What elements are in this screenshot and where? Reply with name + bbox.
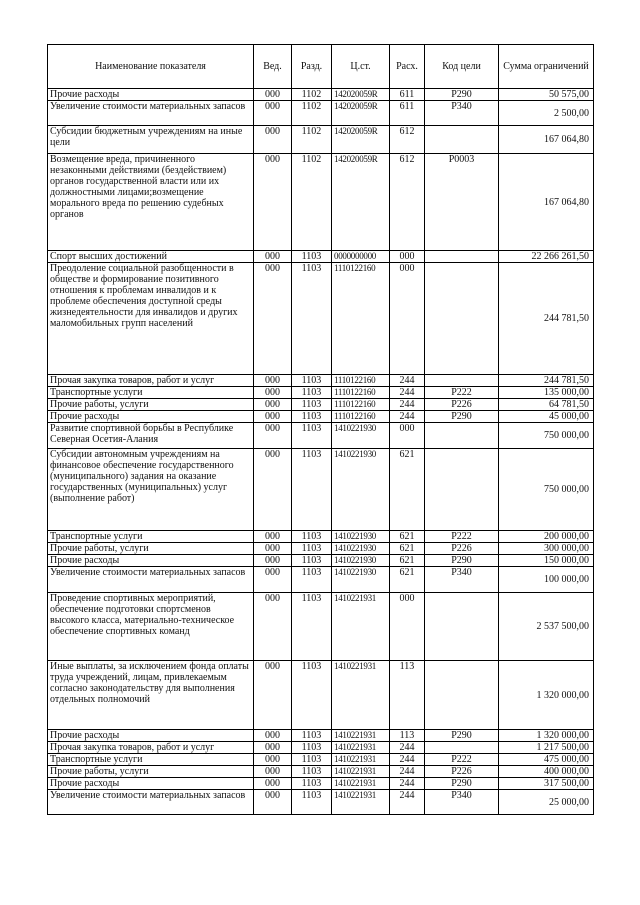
row-sum: 100 000,00 [499,567,594,593]
row-ved: 000 [254,387,292,399]
table-row [48,449,594,531]
header-summa: Сумма ограничений [499,45,594,89]
table-row [48,399,594,411]
row-name: Преодоление социальной разобщенности в обществе и формирование позитивного отношения к проблемам инвалидов и к проблеме обеспечения доступной среды жизнедеятельности для инвалидов и других маломобильных групп населений [48,263,254,375]
row-kod: P290 [425,411,499,423]
row-kod: P290 [425,730,499,742]
row-kod [425,375,499,387]
row-ved: 000 [254,593,292,661]
row-kod: P290 [425,778,499,790]
row-name: Субсидии автономным учреждениям на финансовое обеспечение государственного (муниципального) задания на оказание государственных (муниципальных) услуг (выполнение работ) [48,449,254,531]
row-tsst: 1410221931 [332,661,390,730]
row-kod [425,423,499,449]
row-sum: 64 781,50 [499,399,594,411]
row-razd: 1103 [292,411,332,423]
table-row [48,411,594,423]
row-tsst: 1410221930 [332,423,390,449]
row-sum: 244 781,50 [499,263,594,375]
row-name: Увеличение стоимости материальных запасов [48,790,254,815]
row-ved: 000 [254,766,292,778]
row-tsst: 1410221931 [332,730,390,742]
row-ved: 000 [254,126,292,154]
table-row [48,790,594,815]
row-name: Прочие работы, услуги [48,543,254,555]
row-kod: P0003 [425,154,499,251]
row-kod: P222 [425,531,499,543]
header-razd: Разд. [292,45,332,89]
row-kod: P226 [425,766,499,778]
row-rash: 244 [390,375,425,387]
row-name: Прочая закупка товаров, работ и услуг [48,742,254,754]
row-name: Проведение спортивных мероприятий, обеспечение подготовки спортсменов высокого класса, материально-техническое обеспечение спортивных команд [48,593,254,661]
row-sum: 750 000,00 [499,423,594,449]
row-name: Субсидии бюджетным учреждениям на иные цели [48,126,254,154]
row-name: Увеличение стоимости материальных запасов [48,567,254,593]
header-kod: Код цели [425,45,499,89]
row-tsst: 1410221931 [332,778,390,790]
row-razd: 1103 [292,778,332,790]
row-ved: 000 [254,449,292,531]
row-sum: 135 000,00 [499,387,594,399]
row-sum: 22 266 261,50 [499,251,594,263]
row-tsst: 1410221930 [332,449,390,531]
row-razd: 1103 [292,543,332,555]
row-tsst: 1410221930 [332,555,390,567]
row-name: Увеличение стоимости материальных запасов [48,101,254,126]
row-sum: 1 320 000,00 [499,661,594,730]
table-row [48,766,594,778]
row-razd: 1103 [292,766,332,778]
row-tsst: 1110122160 [332,387,390,399]
table-row [48,778,594,790]
row-razd: 1103 [292,754,332,766]
row-kod: P222 [425,754,499,766]
row-ved: 000 [254,754,292,766]
row-rash: 113 [390,661,425,730]
row-sum: 244 781,50 [499,375,594,387]
row-sum: 750 000,00 [499,449,594,531]
row-razd: 1103 [292,449,332,531]
row-rash: 621 [390,567,425,593]
table-row [48,543,594,555]
row-name: Прочие расходы [48,411,254,423]
row-tsst: 1410221931 [332,593,390,661]
row-tsst: 1110122160 [332,375,390,387]
row-kod: P290 [425,555,499,567]
row-tsst: 1410221930 [332,543,390,555]
row-sum: 475 000,00 [499,754,594,766]
row-rash: 244 [390,790,425,815]
row-sum: 1 320 000,00 [499,730,594,742]
table-row [48,387,594,399]
row-razd: 1103 [292,387,332,399]
row-ved: 000 [254,778,292,790]
row-rash: 611 [390,101,425,126]
row-name: Иные выплаты, за исключением фонда оплаты труда учреждений, лицам, привлекаемым согласно законодательству для выполнения отдельных полномочий [48,661,254,730]
table-row [48,263,594,375]
row-tsst: 142020059R [332,89,390,101]
row-kod [425,742,499,754]
row-razd: 1103 [292,263,332,375]
table-row [48,742,594,754]
row-razd: 1102 [292,89,332,101]
row-rash: 000 [390,423,425,449]
row-tsst: 0000000000 [332,251,390,263]
row-rash: 244 [390,754,425,766]
row-name: Прочие расходы [48,778,254,790]
row-rash: 244 [390,387,425,399]
header-rash: Расх. [390,45,425,89]
row-ved: 000 [254,154,292,251]
row-razd: 1103 [292,790,332,815]
row-ved: 000 [254,790,292,815]
row-ved: 000 [254,399,292,411]
table-row [48,661,594,730]
table-row [48,126,594,154]
row-sum: 167 064,80 [499,154,594,251]
row-tsst: 1410221931 [332,790,390,815]
row-tsst: 142020059R [332,154,390,251]
row-name: Спорт высших достижений [48,251,254,263]
row-ved: 000 [254,375,292,387]
row-tsst: 1110122160 [332,399,390,411]
row-name: Прочие расходы [48,555,254,567]
row-rash: 611 [390,89,425,101]
row-sum: 25 000,00 [499,790,594,815]
row-razd: 1103 [292,399,332,411]
row-name: Прочие работы, услуги [48,399,254,411]
row-rash: 621 [390,449,425,531]
row-razd: 1103 [292,742,332,754]
row-kod: P226 [425,543,499,555]
table-row [48,567,594,593]
row-razd: 1103 [292,593,332,661]
table-row [48,89,594,101]
row-ved: 000 [254,567,292,593]
row-sum: 150 000,00 [499,555,594,567]
row-razd: 1103 [292,555,332,567]
row-name: Прочие работы, услуги [48,766,254,778]
row-ved: 000 [254,661,292,730]
row-tsst: 1410221931 [332,754,390,766]
limits-table [47,44,594,815]
row-rash: 621 [390,531,425,543]
table-row [48,251,594,263]
row-sum: 45 000,00 [499,411,594,423]
row-tsst: 142020059R [332,126,390,154]
row-name: Транспортные услуги [48,754,254,766]
row-razd: 1102 [292,154,332,251]
table-row [48,375,594,387]
header-tsst: Ц.ст. [332,45,390,89]
row-razd: 1103 [292,661,332,730]
row-ved: 000 [254,251,292,263]
row-kod: P226 [425,399,499,411]
row-razd: 1102 [292,126,332,154]
row-tsst: 1110122160 [332,263,390,375]
row-kod [425,126,499,154]
row-tsst: 142020059R [332,101,390,126]
table-header-row [48,45,594,89]
row-sum: 2 500,00 [499,101,594,126]
row-razd: 1103 [292,567,332,593]
row-kod [425,593,499,661]
row-razd: 1103 [292,251,332,263]
table-row [48,531,594,543]
row-tsst: 1410221930 [332,567,390,593]
row-kod: P340 [425,790,499,815]
row-rash: 244 [390,766,425,778]
row-ved: 000 [254,423,292,449]
row-razd: 1103 [292,375,332,387]
row-rash: 244 [390,399,425,411]
row-name: Транспортные услуги [48,387,254,399]
row-name: Развитие спортивной борьбы в Республике Северная Осетия-Алания [48,423,254,449]
row-kod: P290 [425,89,499,101]
row-sum: 400 000,00 [499,766,594,778]
row-rash: 244 [390,411,425,423]
row-tsst: 1410221931 [332,742,390,754]
row-sum: 2 537 500,00 [499,593,594,661]
row-sum: 167 064,80 [499,126,594,154]
table-row [48,423,594,449]
row-razd: 1103 [292,730,332,742]
row-name: Транспортные услуги [48,531,254,543]
row-razd: 1102 [292,101,332,126]
row-rash: 621 [390,543,425,555]
row-razd: 1103 [292,531,332,543]
row-kod [425,263,499,375]
row-razd: 1103 [292,423,332,449]
row-kod [425,449,499,531]
row-kod: P340 [425,101,499,126]
row-ved: 000 [254,730,292,742]
row-rash: 000 [390,263,425,375]
row-sum: 1 217 500,00 [499,742,594,754]
row-ved: 000 [254,742,292,754]
row-ved: 000 [254,101,292,126]
row-kod [425,251,499,263]
row-sum: 200 000,00 [499,531,594,543]
header-ved: Вед. [254,45,292,89]
row-rash: 000 [390,593,425,661]
row-rash: 621 [390,555,425,567]
row-ved: 000 [254,263,292,375]
table-row [48,593,594,661]
row-sum: 50 575,00 [499,89,594,101]
row-kod [425,661,499,730]
row-kod: P222 [425,387,499,399]
row-rash: 000 [390,251,425,263]
row-ved: 000 [254,411,292,423]
table-row [48,101,594,126]
table-row [48,154,594,251]
table-row [48,754,594,766]
row-name: Возмещение вреда, причиненного незаконными действиями (бездействием) органов государственной власти или их должностными лицами;возмещение морального вреда по решению судебных органов [48,154,254,251]
row-rash: 244 [390,778,425,790]
row-rash: 612 [390,126,425,154]
row-ved: 000 [254,531,292,543]
row-name: Прочие расходы [48,730,254,742]
row-sum: 317 500,00 [499,778,594,790]
table-row [48,555,594,567]
row-tsst: 1410221931 [332,766,390,778]
row-tsst: 1410221930 [332,531,390,543]
row-tsst: 1110122160 [332,411,390,423]
row-rash: 113 [390,730,425,742]
header-name: Наименование показателя [48,45,254,89]
row-name: Прочие расходы [48,89,254,101]
row-ved: 000 [254,543,292,555]
table-row [48,730,594,742]
row-rash: 244 [390,742,425,754]
row-name: Прочая закупка товаров, работ и услуг [48,375,254,387]
row-kod: P340 [425,567,499,593]
row-ved: 000 [254,89,292,101]
row-rash: 612 [390,154,425,251]
row-sum: 300 000,00 [499,543,594,555]
row-ved: 000 [254,555,292,567]
